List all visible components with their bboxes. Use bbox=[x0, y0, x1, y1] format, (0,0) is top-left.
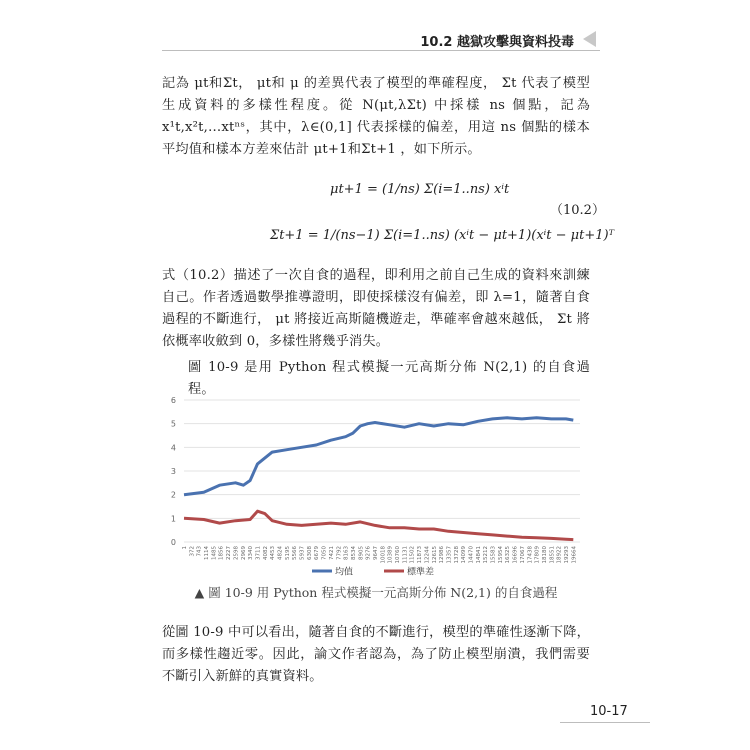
x-tick-label: 11502 bbox=[409, 546, 416, 564]
x-tick-label: 3340 bbox=[248, 546, 255, 560]
x-tick-label: 4082 bbox=[262, 546, 269, 560]
x-tick-label: 17438 bbox=[527, 546, 534, 564]
x-tick-label: 1114 bbox=[204, 546, 211, 560]
page-number: 10-17 bbox=[590, 704, 628, 719]
x-tick-label: 18922 bbox=[556, 546, 563, 564]
paragraph-4 bbox=[162, 622, 590, 688]
y-tick-label: 5 bbox=[170, 419, 176, 429]
x-tick-label: 743 bbox=[196, 546, 203, 557]
x-tick-label: 10018 bbox=[380, 546, 387, 564]
figure-caption: ▲ 圖 10-9 用 Python 程式模擬一元高斯分佈 N(2,1) 的自食過程 bbox=[194, 585, 558, 600]
y-tick-label: 3 bbox=[170, 467, 176, 476]
x-tick-label: 7050 bbox=[321, 546, 328, 560]
x-tick-label: 14470 bbox=[468, 546, 475, 564]
x-tick-label: 18551 bbox=[549, 546, 556, 564]
paragraph-1 bbox=[162, 73, 590, 161]
x-tick-label: 8905 bbox=[358, 546, 365, 560]
x-tick-label: 15583 bbox=[490, 546, 497, 564]
x-tick-label: 10760 bbox=[395, 546, 402, 564]
running-header bbox=[162, 28, 600, 51]
equation-number: （10.2） bbox=[550, 203, 605, 218]
triangle-marker-icon bbox=[583, 31, 596, 47]
x-tick-label: 6679 bbox=[314, 546, 321, 560]
x-tick-label: 12244 bbox=[424, 546, 431, 564]
x-tick-label: 4453 bbox=[270, 546, 277, 560]
x-tick-label: 7792 bbox=[336, 546, 343, 560]
x-tick-label: 16325 bbox=[505, 546, 512, 564]
y-tick-label: 2 bbox=[170, 490, 176, 500]
y-tick-label: 1 bbox=[170, 514, 176, 524]
x-tick-label: 17809 bbox=[534, 546, 541, 564]
x-tick-label: 13357 bbox=[446, 546, 453, 564]
x-tick-label: 12986 bbox=[439, 546, 446, 564]
y-tick-label: 0 bbox=[170, 538, 176, 547]
x-tick-label: 7421 bbox=[328, 546, 335, 560]
x-tick-label: 12615 bbox=[431, 546, 438, 564]
x-tick-label: 11873 bbox=[417, 546, 424, 564]
paragraph-4-text: 從圖 10-9 中可以看出，隨著自食的不斷進行，模型的準確性逐漸下降，而多樣性趨近零。因此，論文作者認為，為了防止模型崩潰，我們需要不斷引入新鮮的真實資料。 bbox=[162, 625, 590, 684]
x-tick-label: 14099 bbox=[461, 546, 468, 564]
section-title: 10.2 越獄攻擊與資料投毒 bbox=[420, 35, 574, 50]
paragraph-2 bbox=[162, 265, 590, 353]
x-tick-label: 6308 bbox=[306, 546, 313, 560]
x-tick-label: 1485 bbox=[211, 546, 218, 560]
x-tick-label: 19293 bbox=[564, 546, 571, 564]
paragraph-3-text: 圖 10-9 是用 Python 程式模擬一元高斯分佈 N(2,1) 的自食過程。 bbox=[188, 360, 590, 397]
y-tick-label: 4 bbox=[170, 443, 176, 453]
x-tick-label: 1 bbox=[182, 546, 189, 550]
x-tick-label: 15954 bbox=[497, 546, 504, 564]
x-tick-label: 16696 bbox=[512, 546, 519, 564]
x-tick-label: 13728 bbox=[453, 546, 460, 564]
x-tick-label: 5937 bbox=[299, 546, 306, 560]
x-tick-label: 10389 bbox=[387, 546, 394, 564]
legend-label: 均值 bbox=[335, 567, 354, 578]
x-tick-label: 4824 bbox=[277, 546, 284, 560]
x-tick-label: 2598 bbox=[233, 546, 240, 560]
x-tick-label: 18180 bbox=[541, 546, 548, 564]
series-line-std bbox=[184, 511, 573, 539]
x-tick-label: 5195 bbox=[284, 546, 291, 560]
x-tick-label: 15212 bbox=[483, 546, 490, 564]
x-tick-label: 9276 bbox=[365, 546, 372, 560]
x-tick-label: 2227 bbox=[226, 546, 233, 560]
x-tick-label: 14841 bbox=[475, 546, 482, 564]
series-line-mean bbox=[184, 418, 573, 495]
legend-label: 標準差 bbox=[407, 567, 435, 578]
footer-rule bbox=[560, 722, 650, 723]
x-tick-label: 17067 bbox=[519, 546, 526, 564]
x-tick-label: 11131 bbox=[402, 546, 409, 564]
equation-line-2: Σt+1 = 1/(ns−1) Σ(i=1..ns) (xⁱt − μt+1)(xⁱt − μt+1)ᵀ bbox=[270, 228, 615, 243]
x-tick-label: 8163 bbox=[343, 546, 350, 560]
y-tick-label: 6 bbox=[170, 396, 176, 405]
x-tick-label: 19664 bbox=[571, 546, 578, 564]
paragraph-2-text: 式（10.2）描述了一次自食的過程，即利用之前自己生成的資料來訓練自己。作者透過數學推導證明，即使採樣沒有偏差，即 λ=1，隨著自食過程的不斷進行， μt 將接近高斯隨機遊走，準確率會越來越低， Σt 將依概率收斂到 0，多樣性將幾乎消失。 bbox=[162, 268, 590, 349]
equation-line-1: μt+1 = (1/ns) Σ(i=1..ns) xⁱt bbox=[330, 182, 510, 197]
x-tick-label: 1856 bbox=[218, 546, 225, 560]
paragraph-1-text: 記為 μt和Σt， μt和 μ 的差異代表了模型的準確程度， Σt 代表了模型生成資料的多樣性程度。從 N(μt,λΣt) 中採樣 ns 個點，記為 x¹t,x²t,…xtⁿˢ，其中，λ∈(0,1] 代表採樣的偏差，用這 ns 個點的樣本平均值和樣本方差來估計 μt+1和Σt+1 ，如下所示。 bbox=[162, 76, 590, 157]
x-tick-label: 9647 bbox=[373, 546, 380, 560]
line-chart bbox=[162, 390, 590, 580]
x-tick-label: 2969 bbox=[240, 546, 247, 560]
x-tick-label: 8534 bbox=[350, 546, 357, 560]
x-tick-label: 5566 bbox=[292, 546, 299, 560]
x-tick-label: 3711 bbox=[255, 546, 262, 560]
x-tick-label: 372 bbox=[189, 546, 196, 557]
